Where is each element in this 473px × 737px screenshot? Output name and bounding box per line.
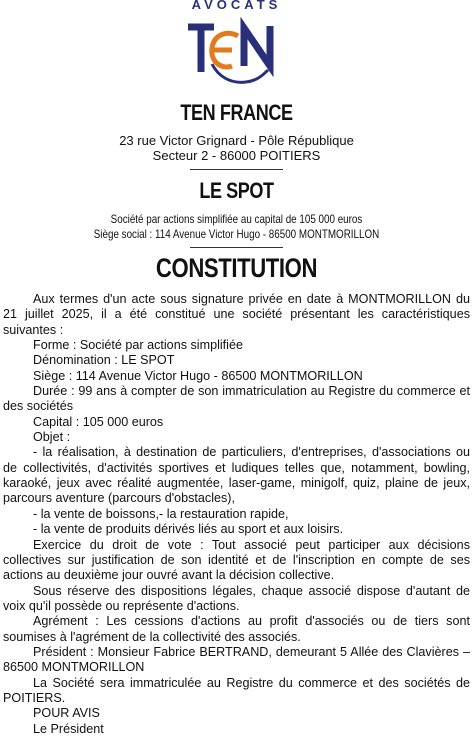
notice-title: CONSTITUTION: [155, 253, 318, 283]
paragraph: Forme : Société par actions simplifiée: [33, 338, 243, 353]
company-line2: Siège social : 114 Avenue Victor Hugo - 86500 MONTMORILLON: [93, 227, 380, 241]
paragraph: Siège : 114 Avenue Victor Hugo - 86500 MONTMORILLON: [33, 368, 363, 383]
ten-logo-mark: [0, 0, 473, 95]
paragraph: Exercice du droit de vote : Tout associé peut participer aux décisions collectives sur justification de son identité et de l'inscription en compte de ses actions au deuxième jour ouvré avant la décision collective.: [3, 537, 470, 583]
paragraph: - la vente de produits dérivés liés au sport et aux loisirs.: [33, 522, 344, 537]
logo-top-text: AVOCATS: [191, 0, 282, 12]
company-line1: Société par actions simplifiée au capital de 105 000 euros: [110, 212, 363, 226]
paragraph: La Société sera immatriculée au Registre du commerce et des sociétés de POITIERS.: [3, 675, 470, 705]
paragraph: Dénomination : LE SPOT: [33, 353, 175, 368]
logo-letter-n: [244, 26, 270, 66]
paragraph: Sous réserve des dispositions légales, chaque associé dispose d'autant de voix qu'il possède ou représente d'actions.: [3, 583, 470, 613]
paragraph: - la vente de boissons,- la restauration rapide,: [33, 506, 289, 521]
paragraph: Aux termes d'un acte sous signature privée en date à MONTMORILLON du 21 juillet 2025, il a été constitué une société présentant les caractéristiques suivantes :: [3, 292, 470, 337]
closing-pour-avis: POUR AVIS: [33, 706, 100, 721]
paragraph: - la réalisation, à destination de particuliers, d'entreprises, d'associations ou de collectivités, d'activités sportives et ludiques telles que, notamment, bowling, karaoké, jeux avec réalité augmentée, laser-game, minigolf, quiz, plaine de jeux, parcours aventure (parcours d'obstacles),: [3, 445, 470, 506]
paragraph: Président : Monsieur Fabrice BERTRAND, demeurant 5 Allée des Clavières – 86500 MONTMORILLON: [3, 644, 470, 675]
firm-address-line2: Secteur 2 - 86000 POITIERS: [152, 148, 321, 163]
closing-signature: Le Président: [33, 721, 104, 736]
logo-letter-e: [212, 33, 238, 67]
company-name: LE SPOT: [199, 178, 274, 203]
logo: [0, 0, 473, 95]
paragraph: Objet :: [33, 430, 71, 445]
paragraph: Durée : 99 ans à compter de son immatriculation au Registre du commerce et des sociétés: [3, 384, 470, 414]
notice-body: [3, 292, 470, 737]
paragraph: Capital : 105 000 euros: [33, 414, 164, 429]
firm-name: TEN FRANCE: [180, 100, 293, 125]
paragraph: Agrément : Les cessions d'actions au profit d'associés ou de tiers sont soumises à l'agrément de la collectivité des associés.: [3, 614, 470, 644]
divider: [190, 247, 283, 248]
firm-address-line1: 23 rue Victor Grignard - Pôle République: [119, 133, 354, 148]
divider: [190, 169, 283, 170]
